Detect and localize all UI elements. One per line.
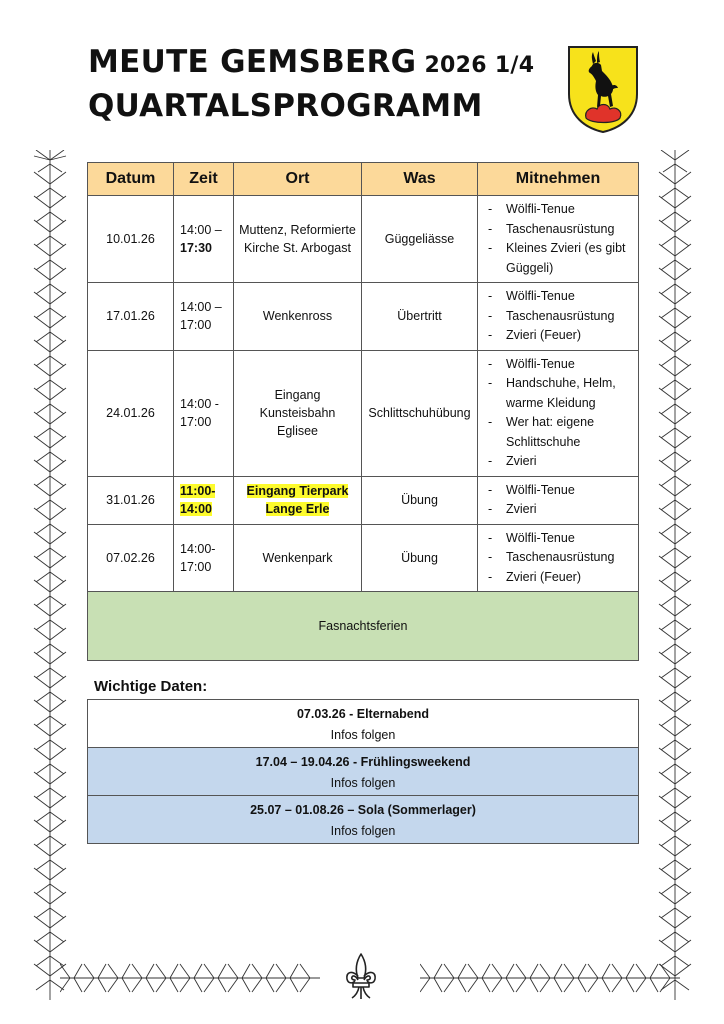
cell-was: Übung (362, 476, 478, 524)
table-row (88, 524, 639, 592)
list-item: - Wölfli-Tenue (486, 287, 634, 307)
zeit-end: 17:00 (180, 318, 212, 333)
cell-zeit (174, 524, 234, 592)
page-title (88, 42, 534, 126)
cell-was: Übertritt (362, 283, 478, 351)
program-table (87, 162, 639, 661)
col-header-mitnehmen: Mitnehmen (478, 163, 639, 196)
important-date-sub: Infos folgen (330, 823, 396, 838)
zeit-end: 17:00 (180, 415, 212, 429)
important-date-sub: Infos folgen (330, 727, 396, 742)
cell-datum: 31.01.26 (88, 476, 174, 524)
important-date-sub: Infos folgen (330, 775, 396, 790)
list-item: - Wölfli-Tenue (486, 200, 634, 220)
important-dates-box (87, 699, 639, 844)
ornamental-border-right (655, 150, 695, 1000)
cell-mitnehmen (478, 350, 639, 476)
important-date-title: 25.07 – 01.08.26 – Sola (Sommerlager) (250, 802, 476, 817)
zeit-end: 17:00 (180, 559, 212, 574)
zeit-start: 14:00- (180, 541, 216, 556)
ornamental-border-bottom-right (420, 958, 680, 998)
cell-ort: Wenkenross (234, 283, 362, 351)
cell-mitnehmen (478, 196, 639, 283)
title-main: MEUTE GEMSBERG (88, 44, 417, 80)
title-subtitle: QUARTALSPROGRAMM (88, 88, 483, 124)
table-row (88, 350, 639, 476)
table-row (88, 196, 639, 283)
title-line-main (88, 42, 534, 86)
list-item: - Taschenausrüstung (486, 307, 634, 327)
gemsberg-crest-icon (566, 44, 640, 134)
col-header-datum: Datum (88, 163, 174, 196)
cell-zeit (174, 476, 234, 524)
list-item: - Zvieri (Feuer) (486, 326, 634, 346)
cell-ort: Muttenz, Reformierte Kirche St. Arbogast (234, 196, 362, 283)
zeit-end: 17:30 (180, 241, 212, 255)
cell-mitnehmen (478, 476, 639, 524)
important-date-title: 17.04 – 19.04.26 - Frühlingsweekend (255, 754, 471, 769)
zeit-start: 14:00 – (180, 223, 222, 237)
cell-zeit (174, 283, 234, 351)
list-item: - Taschenausrüstung (486, 548, 634, 568)
cell-was: Schlittschuhübung (362, 350, 478, 476)
table-header-row (88, 163, 639, 196)
col-header-zeit: Zeit (174, 163, 234, 196)
list-item (88, 700, 638, 748)
list-item: - Zvieri (486, 452, 634, 472)
holiday-cell: Fasnachtsferien (88, 592, 639, 661)
list-item: - Taschenausrüstung (486, 220, 634, 240)
title-year: 2026 1/4 (424, 53, 535, 78)
list-item: - Wer hat: eigene Schlittschuhe (486, 413, 634, 452)
list-item (88, 748, 638, 796)
cell-ort (234, 476, 362, 524)
cell-datum: 24.01.26 (88, 350, 174, 476)
ornamental-border-bottom-left (60, 958, 320, 998)
list-item (88, 796, 638, 843)
cell-mitnehmen (478, 283, 639, 351)
cell-was: Übung (362, 524, 478, 592)
zeit-start: 14:00 - (180, 397, 219, 411)
cell-zeit (174, 196, 234, 283)
zeit-start: 14:00 – (180, 300, 222, 315)
important-date-title: 07.03.26 - Elternabend (296, 706, 429, 721)
ornamental-border-left (30, 150, 70, 1000)
holiday-row (88, 592, 639, 661)
zeit-start: 11:00- (180, 484, 216, 498)
cell-ort: Wenkenpark (234, 524, 362, 592)
list-item: - Wölfli-Tenue (486, 529, 634, 549)
list-item: - Zvieri (Feuer) (486, 568, 634, 588)
cell-mitnehmen (478, 524, 639, 592)
zeit-end: 14:00 (180, 502, 212, 516)
cell-zeit (174, 350, 234, 476)
cell-datum: 10.01.26 (88, 196, 174, 283)
cell-was: Güggeliässe (362, 196, 478, 283)
table-row (88, 476, 639, 524)
list-item: - Zvieri (486, 500, 634, 520)
cell-datum: 07.02.26 (88, 524, 174, 592)
fleur-de-lis-icon (344, 952, 378, 1002)
cell-ort: Eingang Kunsteisbahn Eglisee (234, 350, 362, 476)
list-item: - Wölfli-Tenue (486, 481, 634, 501)
col-header-was: Was (362, 163, 478, 196)
ort-line-2: Lange Erle (265, 502, 330, 516)
ort-line-1: Eingang Tierpark (246, 484, 349, 498)
list-item: - Kleines Zvieri (es gibt Güggeli) (486, 239, 634, 278)
table-row (88, 283, 639, 351)
important-dates-heading: Wichtige Daten: (94, 678, 208, 695)
cell-datum: 17.01.26 (88, 283, 174, 351)
list-item: - Handschuhe, Helm, warme Kleidung (486, 374, 634, 413)
col-header-ort: Ort (234, 163, 362, 196)
list-item: - Wölfli-Tenue (486, 355, 634, 375)
